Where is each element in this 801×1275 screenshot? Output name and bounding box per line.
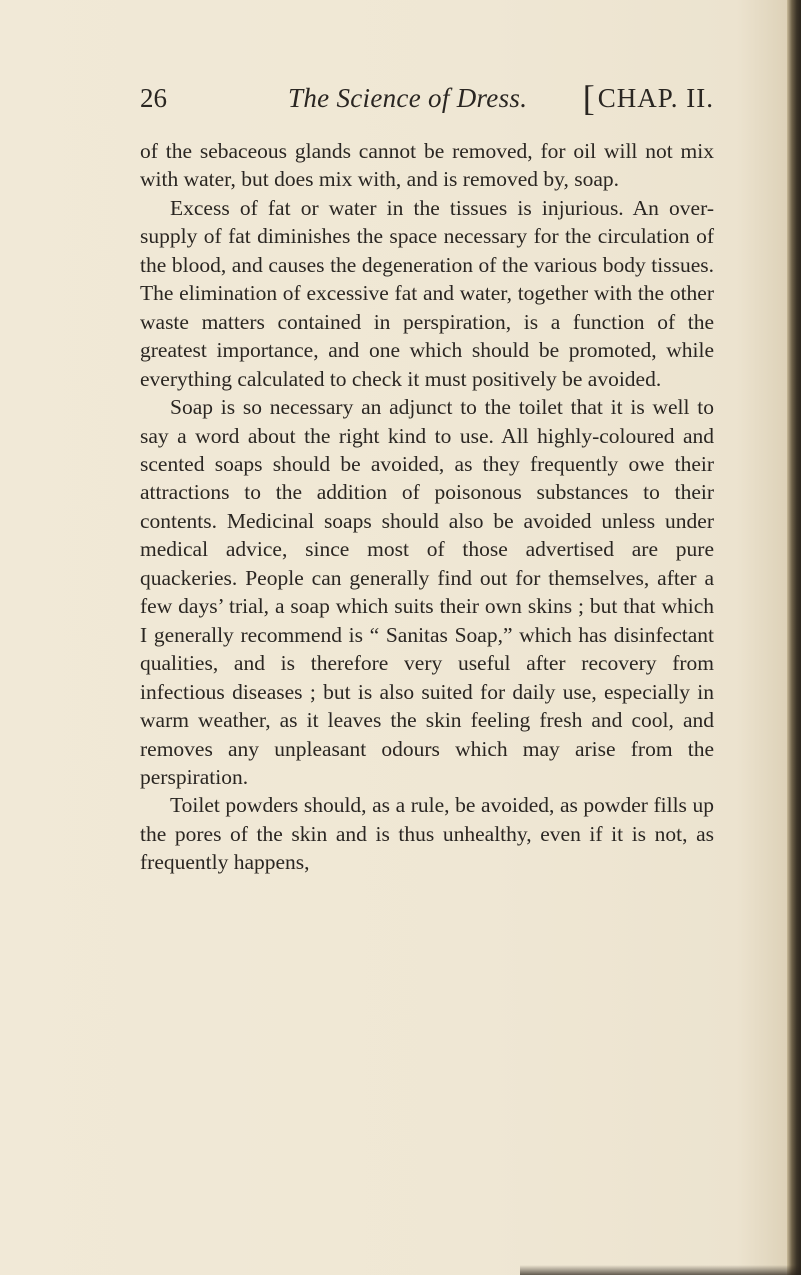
paragraph-excess-fat: Excess of fat or water in the tissues is injurious. An over-supply of fat diminishes the space necessary for the circulation of the blood, and causes the degeneration of the various body tissues. The elimination of excessive fat and water, together with the other waste matters contained in perspiration, is a function of the greatest importance, and one which should be promoted, while everything calculated to check it must positively be avoided. bbox=[140, 195, 714, 391]
binding-edge bbox=[787, 0, 801, 1275]
paragraph-continued: of the sebaceous glands cannot be removed, for oil will not mix with water, but does mix with, and is removed by, soap. bbox=[140, 139, 714, 192]
page-number: 26 bbox=[140, 83, 167, 113]
chapter-label: CHAP. II. bbox=[597, 83, 714, 113]
running-header bbox=[140, 78, 714, 118]
bottom-shadow bbox=[520, 1265, 801, 1275]
chapter-bracket: [ bbox=[582, 78, 596, 118]
chapter-reference bbox=[583, 78, 714, 118]
running-title: The Science of Dress. bbox=[288, 83, 528, 113]
body-text bbox=[140, 137, 714, 877]
paragraph-toilet-powders: Toilet powders should, as a rule, be avoided, as powder fills up the pores of the skin and is thus unhealthy, even if it is not, as frequently happens, bbox=[140, 793, 714, 875]
paragraph-soap: Soap is so necessary an adjunct to the toilet that it is well to say a word about the right kind to use. All highly-coloured and scented soaps should be avoided, as they frequently owe their attractions to the addition of poisonous substances to their contents. Medicinal soaps should also be avoided unless under medical advice, since most of those advertised are pure quackeries. People can generally find out for themselves, after a few days’ trial, a soap which suits their own skins ; but that which I generally recommend is “ Sanitas Soap,” which has disinfectant qualities, and is therefore very useful after recovery from infectious diseases ; but is also suited for daily use, especially in warm weather, as it leaves the skin feeling fresh and cool, and removes any unpleasant odours which may arise from the perspiration. bbox=[140, 395, 714, 789]
